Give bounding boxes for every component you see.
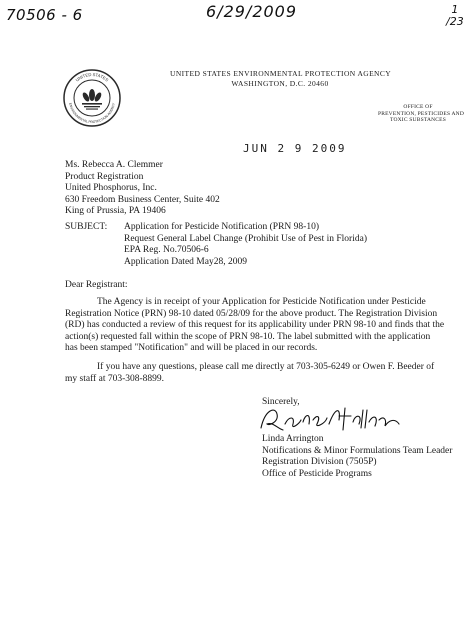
body-paragraph: If you have any questions, please call me directly at 703-305-6249 or Owen F. Beeder of my staff at 703-308-8899. (65, 362, 435, 384)
recipient-address (65, 160, 220, 218)
address-line: United Phosphorus, Inc. (65, 183, 157, 193)
subject-line: Request General Label Change (Prohibit Use of Pest in Florida) (124, 233, 367, 244)
signer-office: Office of Pesticide Programs (262, 468, 372, 479)
address-line: King of Prussia, PA 19406 (65, 206, 166, 216)
subject-line: Application Dated May28, 2009 (124, 256, 247, 267)
date-stamp: JUN 2 9 2009 (243, 142, 347, 155)
handwritten-date: 6/29/2009 (206, 2, 298, 21)
address-line: Product Registration (65, 171, 144, 182)
subject-lines (124, 222, 367, 268)
page-number-top: 1 (451, 3, 459, 16)
address-line: 630 Freedom Business Center, Suite 402 (65, 194, 220, 205)
epa-seal-logo (62, 68, 122, 128)
office-header (378, 104, 465, 124)
subject-line: Application for Pesticide Notification (PRN 98-10) (124, 222, 319, 232)
seal-bottom-text: ENVIRONMENTAL PROTECTION AGENCY (68, 102, 116, 125)
body-paragraph: The Agency is in receipt of your Application for Pesticide Notification under Pesticide Registration Notice (PRN) 98-10 dated 05/28/09 for the above product. The Registration Division (RD) has conducted a review of this request for its applicability under PRN 98-10 and finds that the action(s) requested fall within the scope of PRN 98-10. The label submitted with the application has been stamped "Notification" and will be placed in our records. (65, 297, 445, 353)
subject-line: EPA Reg. No.70506-6 (124, 245, 209, 255)
signer-block (262, 434, 452, 480)
handwritten-signature (255, 402, 405, 436)
office-line: PREVENTION, PESTICIDES AND (378, 110, 465, 117)
salutation: Dear Registrant: (65, 280, 128, 290)
closing: Sincerely, (262, 397, 300, 407)
handwritten-registration-number: 70506 - 6 (6, 6, 83, 24)
agency-city: WASHINGTON, D.C. 20460 (231, 79, 329, 88)
office-line: TOXIC SUBSTANCES (390, 117, 446, 123)
letterhead (170, 69, 390, 89)
signer-title: Notifications & Minor Formulations Team Leader (262, 445, 453, 456)
agency-name: UNITED STATES ENVIRONMENTAL PROTECTION AGENCY (170, 69, 392, 78)
address-line: Ms. Rebecca A. Clemmer (65, 160, 163, 170)
handwritten-page-number (446, 4, 464, 28)
subject-label: SUBJECT: (65, 222, 108, 232)
signer-division: Registration Division (7505P) (262, 457, 377, 467)
page-number-bottom: /23 (446, 15, 464, 28)
seal-flower-emblem (81, 89, 102, 110)
office-line: OFFICE OF (403, 104, 433, 110)
signer-name: Linda Arrington (262, 434, 324, 444)
seal-top-text: UNITED STATES (74, 71, 110, 83)
